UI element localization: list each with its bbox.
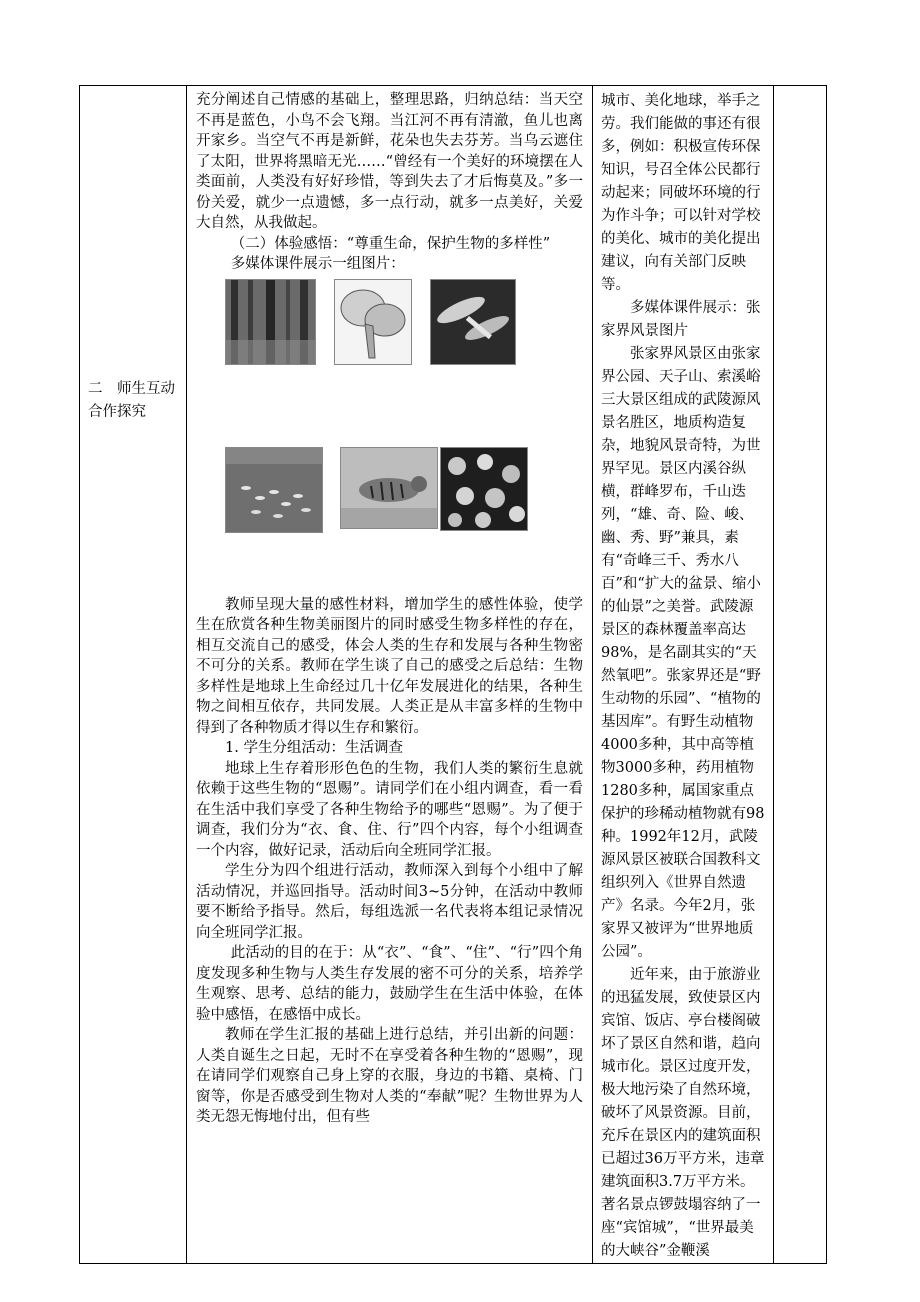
photo-row-1 bbox=[196, 275, 583, 447]
summary-paragraph: 充分阐述自己情感的基础上，整理思路，归纳总结：当天空不再是蓝色，小鸟不会飞翔。当江河不再有清澈，鱼儿也离开家乡。当空气不再是新鲜，花朵也失去芬芳。当乌云遮住了太阳，世界将黑暗无光……“曾经有一个美好的环境摆在人类面前，人类没有好好珍惜，等到失去了才后悔莫及。”多一份关爱，就少一点遗憾，多一点行动，就多一点美好，关爱大自然，从我做起。 bbox=[196, 92, 583, 231]
teacher-activity-cell bbox=[187, 86, 593, 1264]
lesson-plan-table bbox=[79, 85, 827, 1264]
conclusion-paragraph: 教师在学生汇报的基础上进行总结，并引出新的问题：人类自诞生之日起，无时不在享受着各种生物的“恩赐”，现在请同学们观察自己身上穿的衣服，身边的书籍、桌椅、门窗等，你是否感受到生物对人类的“奉献”呢？生物世界为人类无怨无悔地付出，但有些 bbox=[196, 1027, 583, 1125]
survey-paragraph: 地球上生存着形形色色的生物，我们人类的繁衍生息就依赖于这些生物的“恩赐”。请同学们在小组内调查，看一看在生活中我们享受了各种生物给予的哪些“恩赐”。为了便于调查，我们分为“衣、食、住、行”四个内容，每个小组调查一个内容，做好记录，活动后向全班同学汇报。 bbox=[196, 760, 583, 859]
tiger-photo bbox=[340, 447, 438, 529]
table-row bbox=[80, 86, 827, 1264]
stage-label: 二 师生互动合作探究 bbox=[88, 381, 175, 420]
notes-cell bbox=[774, 86, 827, 1264]
student-activity-cell bbox=[593, 86, 774, 1264]
mushroom-photo bbox=[334, 279, 412, 365]
stage-cell bbox=[80, 86, 187, 1264]
purpose-paragraph: 此活动的目的在于：从“衣”、“食”、“住”、“行”四个角度发现多种生物与人类生存发展的密不可分的关系，培养学生观察、思考、总结的能力，鼓励学生在生活中体验，在体验中感悟，在感悟中成长。 bbox=[196, 945, 583, 1023]
dragonfly-photo bbox=[430, 279, 516, 365]
experience-paragraph: 教师呈现大量的感性材料，增加学生的感性体验，使学生在欣赏各种生物美丽图片的同时感受生物多样性的存在，相互交流自己的感受，体会人类的生存和发展与各种生物密不可分的关系。教师在学生谈了自己的感受之后总结：生物多样性是地球上生命经过几十亿年发展进化的结果，各种生物之间相互依存，共同发展。人类正是从丰富多样的生物中得到了各种物质才得以生存和繁衍。 bbox=[196, 596, 583, 736]
group-paragraph: 学生分为四个组进行活动，教师深入到每个小组中了解活动情况，并巡回指导。活动时间3~5分钟，在活动中教师要不断给予指导。然后，每组选派一名代表将本组记录情况向全班同学汇报。 bbox=[196, 863, 583, 941]
plants-photo bbox=[440, 447, 528, 531]
section-heading: （二）体验感悟：“尊重生命，保护生物的多样性” bbox=[230, 235, 551, 252]
media-line: 多媒体课件展示一组图片： bbox=[230, 256, 405, 272]
photo-row-2 bbox=[196, 447, 583, 595]
forest-photo bbox=[225, 279, 316, 365]
action-paragraph: 城市、美化地球，举手之劳。我们能做的事还有很多，例如：积极宣传环保知识，号召全体公民都行动起来；同破坏环境的行为作斗争；可以针对学校的美化、城市的美化提出建议，向有关部门反映等。 bbox=[601, 93, 761, 293]
zhangjiajie-paragraph: 张家界风景区由张家界公园、天子山、索溪峪三大景区组成的武陵源风景名胜区，地质构造复杂，地貌风景奇特，为世界罕见。景区内溪谷纵横，群峰罗布，千山迭列，“雄、奇、险、峻、幽、秀、野”兼具，素有“奇峰三千、秀水八百”和“扩大的盆景、缩小的仙景”之美誉。武陵源景区的森林覆盖率高达98%，是名副其实的“天然氧吧”。张家界还是“野生动物的乐园”、“植物的基因库”。有野生动植物4000多种，其中高等植物3000多种，药用植物1280多种，属国家重点保护的珍稀动植物就有98种。1992年12月，武陵源风景区被联合国教科文组织列入《世界自然遗产》名录。今年2月，张家界又被评为“世界地质公园”。 bbox=[601, 346, 765, 960]
fish-school-photo bbox=[225, 447, 323, 533]
activity-title: 1. 学生分组活动：生活调查 bbox=[225, 740, 403, 756]
development-paragraph: 近年来，由于旅游业的迅猛发展，致使景区内宾馆、饭店、亭台楼阁破坏了景区自然和谐，趋向城市化。景区过度开发，极大地污染了自然环境，破坏了风景资源。目前，充斥在景区内的建筑面积已超过36万平方米，违章建筑面积3.7万平方米。著名景点锣鼓塌容纳了一座“宾馆城”，“世界最美的大峡谷”金鞭溪 bbox=[601, 967, 765, 1259]
media-title: 多媒体课件展示：张家界风景图片 bbox=[601, 300, 761, 339]
